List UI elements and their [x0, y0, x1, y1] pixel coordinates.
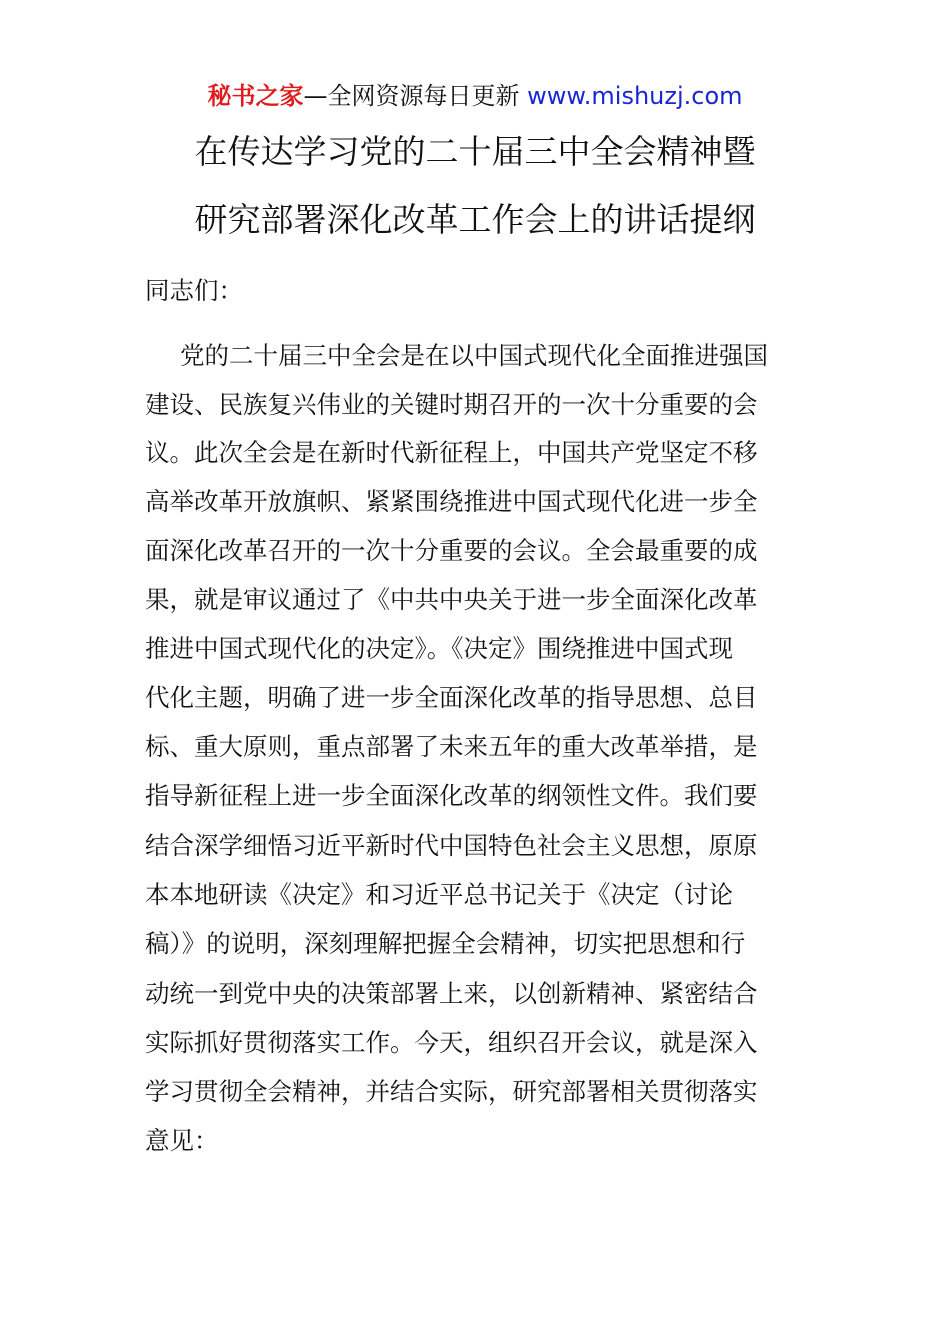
paragraph-line: 本本地研读《决定》和习近平总书记关于《决定（讨论 [145, 880, 733, 909]
paragraph-line: 指导新征程上进一步全面深化改革的纲领性文件。我们要 [145, 781, 758, 810]
paragraph-line: 高举改革开放旗帜、紧紧围绕推进中国式现代化进一步全 [145, 487, 758, 516]
paragraph-line: 稿）》的说明，深刻理解把握全会精神，切实把思想和行 [145, 929, 746, 958]
header-tagline: —全网资源每日更新 [303, 82, 528, 110]
brand-name: 秘书之家 [207, 82, 304, 110]
paragraph-line: 结合深学细悟习近平新时代中国特色社会主义思想，原原 [145, 831, 758, 860]
document-title-line-2: 研究部署深化改革工作会上的讲话提纲 [194, 200, 756, 239]
paragraph-line: 动统一到党中央的决策部署上来，以创新精神、紧密结合 [145, 979, 758, 1008]
salutation: 同志们： [145, 276, 243, 305]
document-title-line-1: 在传达学习党的二十届三中全会精神暨 [194, 132, 756, 171]
paragraph-line: 意见： [145, 1126, 219, 1155]
site-url-link[interactable]: www.mishuzj.com [527, 82, 743, 110]
paragraph-line: 标、重大原则，重点部署了未来五年的重大改革举措，是 [145, 732, 758, 761]
paragraph-line: 建设、民族复兴伟业的关键时期召开的一次十分重要的会 [145, 390, 758, 419]
paragraph-line: 学习贯彻全会精神，并结合实际，研究部署相关贯彻落实 [145, 1077, 758, 1106]
paragraph-line: 面深化改革召开的一次十分重要的会议。全会最重要的成 [145, 536, 758, 565]
paragraph-line: 议。此次全会是在新时代新征程上，中国共产党坚定不移 [145, 438, 758, 467]
site-header [0, 78, 950, 114]
paragraph-line: 党的二十届三中全会是在以中国式现代化全面推进强国 [180, 341, 768, 370]
paragraph-line: 代化主题，明确了进一步全面深化改革的指导思想、总目 [145, 683, 758, 712]
paragraph-line: 果，就是审议通过了《中共中央关于进一步全面深化改革 [145, 585, 758, 614]
paragraph-line: 实际抓好贯彻落实工作。今天，组织召开会议，就是深入 [145, 1028, 758, 1057]
paragraph-line: 推进中国式现代化的决定》。《决定》围绕推进中国式现 [145, 634, 733, 663]
